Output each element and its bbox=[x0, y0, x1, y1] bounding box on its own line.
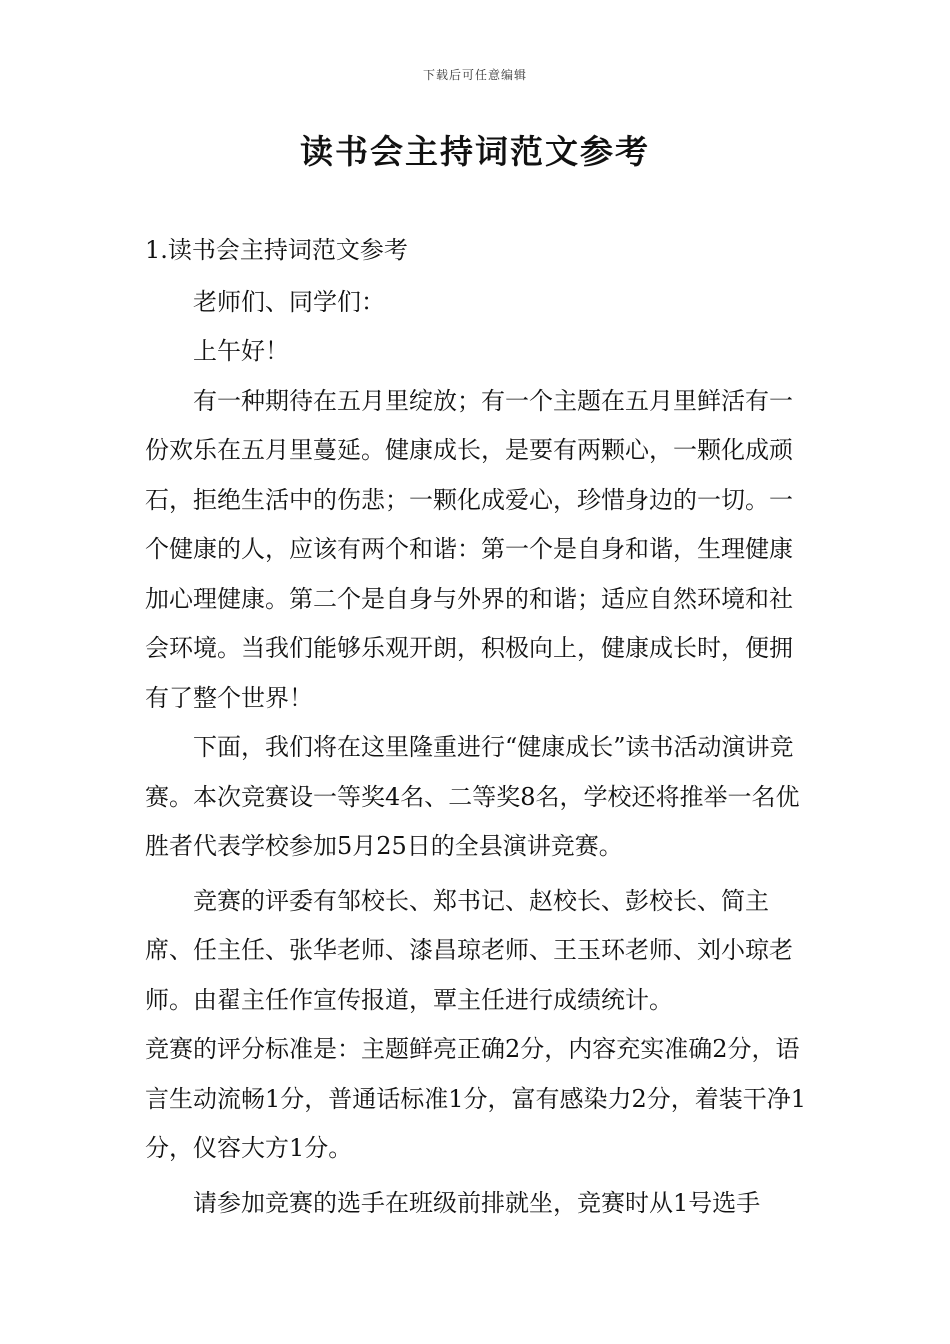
document-body bbox=[145, 226, 810, 1228]
document-title: 读书会主持词范文参考 bbox=[300, 132, 650, 171]
paragraph-intro: 有一种期待在五月里绽放；有一个主题在五月里鲜活有一份欢乐在五月里蔓延。健康成长，是要有两颗心，一颗化成顽石，拒绝生活中的伤悲；一颗化成爱心，珍惜身边的一切。一个健康的人，应该有两个和谐：第一个是自身和谐，生理健康加心理健康。第二个是自身与外界的和谐；适应自然环境和社会环境。当我们能够乐观开朗，积极向上，健康成长时，便拥有了整个世界！ bbox=[145, 386, 793, 712]
header-note: 下载后可任意编辑 bbox=[422, 68, 527, 82]
paragraph-good-morning: 上午好！ bbox=[193, 337, 289, 365]
paragraph-contestants: 请参加竞赛的选手在班级前排就坐，竞赛时从1号选手 bbox=[193, 1188, 761, 1217]
section-heading: 1.读书会主持词范文参考 bbox=[145, 236, 408, 264]
paragraph-judges: 竞赛的评委有邹校长、郑书记、赵校长、彭校长、简主席、任主任、张华老师、漆昌琼老师、王玉环老师、刘小琼老师。由翟主任作宣传报道，覃主任进行成绩统计。 bbox=[145, 886, 793, 1014]
paragraph-competition: 下面，我们将在这里隆重进行“健康成长”读书活动演讲竞赛。本次竞赛设一等奖4名、二等奖8名，学校还将推举一名优胜者代表学校参加5月25日的全县演讲竞赛。 bbox=[145, 733, 800, 860]
paragraph-greeting: 老师们、同学们： bbox=[193, 287, 385, 316]
paragraph-scoring: 竞赛的评分标准是：主题鲜亮正确2分，内容充实准确2分，语言生动流畅1分，普通话标准1分，富有感染力2分，着装干净1分，仪容大方1分。 bbox=[145, 1035, 807, 1162]
